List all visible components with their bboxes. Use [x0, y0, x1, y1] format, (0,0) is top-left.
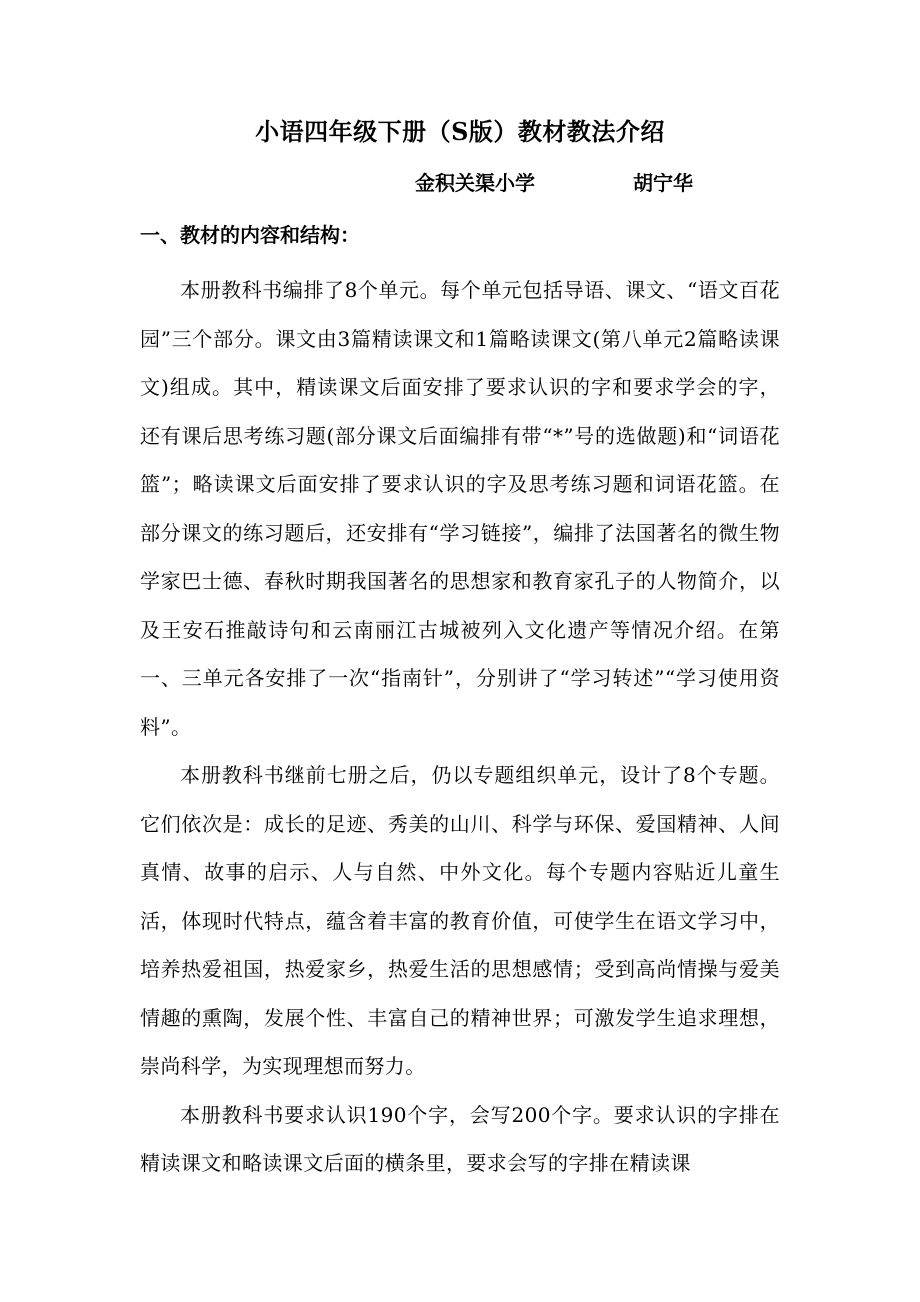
paragraph: 本册教科书要求认识190个字，会写200个字。要求认识的字排在精读课文和略读课文后面的横条里，要求会写的字排在精读课 [140, 1102, 780, 1175]
document-title: 小语四年级下册（S版）教材教法介绍 [255, 117, 665, 146]
paragraph: 本册教科书继前七册之后，仍以专题组织单元，设计了8个专题。它们依次是：成长的足迹、秀美的山川、科学与环保、爱国精神、人间真情、故事的启示、人与自然、中外文化。每个专题内容贴近儿童生活，体现时代特点，蕴含着丰富的教育价值，可使学生在语文学习中，培养热爱祖国，热爱家乡，热爱生活的思想感情；受到高尚情操与爱美情趣的熏陶，发展个性、丰富自己的精神世界；可激发学生追求理想，崇尚科学，为实现理想而努力。 [140, 763, 780, 1078]
paragraph: 本册教科书编排了8个单元。每个单元包括导语、课文、“语文百花园”三个部分。课文由3篇精读课文和1篇略读课文(第八单元2篇略读课文)组成。其中，精读课文后面安排了要求认识的字和要求学会的字，还有课后思考练习题(部分课文后面编排有带“*”号的选做题)和“词语花篮”；略读课文后面安排了要求认识的字及思考练习题和词语花篮。在部分课文的练习题后，还安排有“学习链接”，编排了法国著名的微生物学家巴士德、春秋时期我国著名的思想家和教育家孔子的人物简介，以及王安石推敲诗句和云南丽江古城被列入文化遗产等情况介绍。在第一、三单元各安排了一次“指南针”，分别讲了“学习转述”“学习使用资料”。 [140, 278, 780, 739]
author-school: 金积关渠小学 [415, 171, 535, 195]
author-name: 胡宁华 [633, 171, 693, 195]
author-line [415, 168, 693, 198]
section-heading: 一、教材的内容和结构： [140, 223, 360, 247]
section-body [140, 266, 780, 1188]
